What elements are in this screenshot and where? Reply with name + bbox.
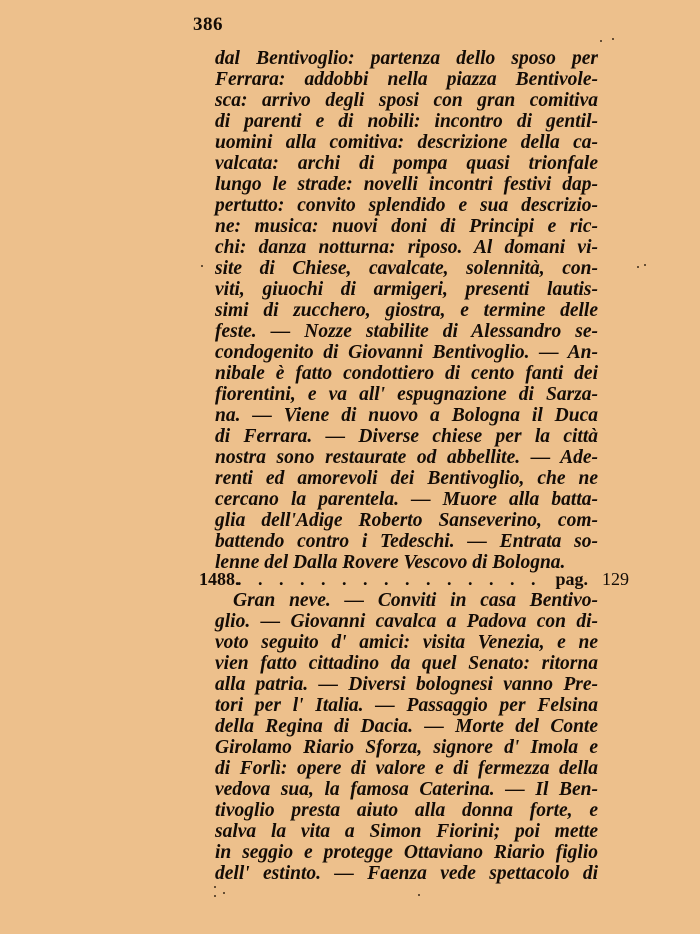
- text-line: fiorentini, e va all' espugnazione di Sarza-: [215, 384, 598, 405]
- text-line: na. — Viene di nuovo a Bologna il Duca: [215, 405, 598, 426]
- text-line: renti ed amorevoli dei Bentivoglio, che ne: [215, 468, 598, 489]
- text-line: vien fatto cittadino da quel Senato: ritorna: [215, 653, 598, 674]
- text-line: tivoglio presta aiuto alla donna forte, e: [215, 800, 598, 821]
- text-line: tori per l' Italia. — Passaggio per Felsina: [215, 695, 598, 716]
- text-line: Ferrara: addobbi nella piazza Bentivole-: [215, 69, 598, 90]
- text-line: Girolamo Riario Sforza, signore d' Imola e: [215, 737, 598, 758]
- text-line: battendo contro i Tedeschi. — Entrata so-: [215, 531, 598, 552]
- print-speck: [600, 40, 602, 42]
- text-line: della Regina di Dacia. — Morte del Conte: [215, 716, 598, 737]
- text-line: ne: musica: nuovi doni di Principi e ric-: [215, 216, 598, 237]
- text-line: uomini alla comitiva: descrizione della ca-: [215, 132, 598, 153]
- text-line: cercano la parentela. — Muore alla batta-: [215, 489, 598, 510]
- text-line: valcata: archi di pompa quasi trionfale: [215, 153, 598, 174]
- text-line: condogenito di Giovanni Bentivoglio. — An-: [215, 342, 598, 363]
- text-line: site di Chiese, cavalcate, solennità, con-: [215, 258, 598, 279]
- text-line: simi di zucchero, giostra, e termine delle: [215, 300, 598, 321]
- print-speck: [418, 894, 420, 896]
- print-speck: [637, 266, 639, 268]
- text-line: feste. — Nozze stabilite di Alessandro se-: [215, 321, 598, 342]
- print-speck: [223, 892, 225, 894]
- print-speck: [214, 895, 216, 897]
- text-line: alla patria. — Diversi bolognesi vanno Pre-: [215, 674, 598, 695]
- entry-year: 1488.: [199, 568, 240, 589]
- text-line: lungo le strade: novelli incontri festivi dap-: [215, 174, 598, 195]
- text-line: di Ferrara. — Diverse chiese per la città: [215, 426, 598, 447]
- page-reference-label: pag.: [555, 568, 588, 589]
- index-entry-1488: [199, 568, 629, 590]
- text-line: glio. — Giovanni cavalca a Padova con di-: [215, 611, 598, 632]
- text-line: dell' estinto. — Faenza vede spettacolo di: [215, 863, 598, 884]
- text-line: dal Bentivoglio: partenza dello sposo per: [215, 48, 598, 69]
- print-speck: [612, 38, 614, 40]
- text-line: nibale è fatto condottiero di cento fanti dei: [215, 363, 598, 384]
- dot-leader: . . . . . . . . . . . . . . .: [237, 568, 542, 589]
- text-line: lenne del Dalla Rovere Vescovo di Bologna.: [215, 552, 566, 573]
- text-line: salva la vita a Simon Fiorini; poi mette: [215, 821, 598, 842]
- text-line: viti, giuochi di armigeri, presenti lautis-: [215, 279, 598, 300]
- page-reference-number: 129: [602, 568, 629, 589]
- text-line: Gran neve. — Conviti in casa Bentivo-: [233, 590, 598, 611]
- text-line: chi: danza notturna: riposo. Al domani vi-: [215, 237, 598, 258]
- text-line: voto seguito d' amici: visita Venezia, e ne: [215, 632, 598, 653]
- page-number: 386: [193, 14, 223, 35]
- print-speck: [201, 265, 203, 267]
- print-speck: [644, 264, 646, 266]
- text-line: vedova sua, la famosa Caterina. — Il Ben-: [215, 779, 598, 800]
- text-line: di parenti e di nobili: incontro di gentil-: [215, 111, 598, 132]
- text-line: sca: arrivo degli sposi con gran comitiva: [215, 90, 598, 111]
- text-line: glia dell'Adige Roberto Sanseverino, com-: [215, 510, 598, 531]
- text-line: nostra sono restaurate od abbellite. — Ade-: [215, 447, 598, 468]
- section-1-text: [215, 48, 598, 573]
- print-speck: [214, 886, 216, 888]
- text-line: in seggio e protegge Ottaviano Riario figlio: [215, 842, 598, 863]
- section-2-text: [215, 590, 598, 884]
- text-line: di Forlì: opere di valore e di fermezza della: [215, 758, 598, 779]
- text-line: pertutto: convito splendido e sua descrizio-: [215, 195, 598, 216]
